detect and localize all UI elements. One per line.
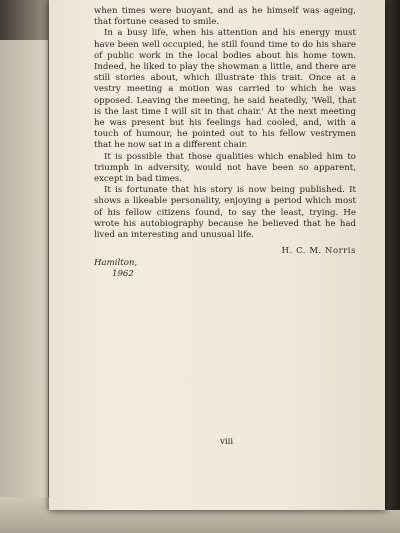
page-number: viii: [220, 437, 234, 447]
year-line: 1962: [112, 269, 134, 280]
paragraph-4: It is fortunate that his story is now being published. It shows a likeable personality, enjoying a period which most of his fellow citizens found, to say the least, trying. He wrote his autobiography because he believed that he had lived an interesting and unusual life.: [94, 185, 356, 241]
place-line: Hamilton,: [94, 258, 138, 269]
book-gutter-shadow: [385, 0, 400, 510]
paragraph-3: It is possible that those qualities which enabled him to triumph in adversity, would not have been so apparent, except in bad times.: [94, 151, 356, 185]
book-page: [49, 0, 385, 510]
author-signature: H. C. M. Norris: [281, 245, 356, 256]
page-text: [94, 6, 356, 281]
underlying-page-edge: [0, 40, 48, 533]
paragraph-2: In a busy life, when his attention and his energy must have been well occupied, he still found time to do his share of public work in the local bodies about his home town. Indeed, he liked to play the showman a little, and there are still stories about, which illustrate this trait. Once at a vestry meeting a motion was carried to which he was opposed. Leaving the meeting, he said heatedly, 'Well, that is the last time I will sit in that chair.' At the next meeting he was present but his feelings had cooled, and, with a touch of humour, he pointed out to his fellow vestrymen that he now sat in a different chair.: [94, 28, 356, 151]
paragraph-1: when times were buoyant, and as he himself was ageing, that fortune ceased to smile.: [94, 6, 356, 28]
